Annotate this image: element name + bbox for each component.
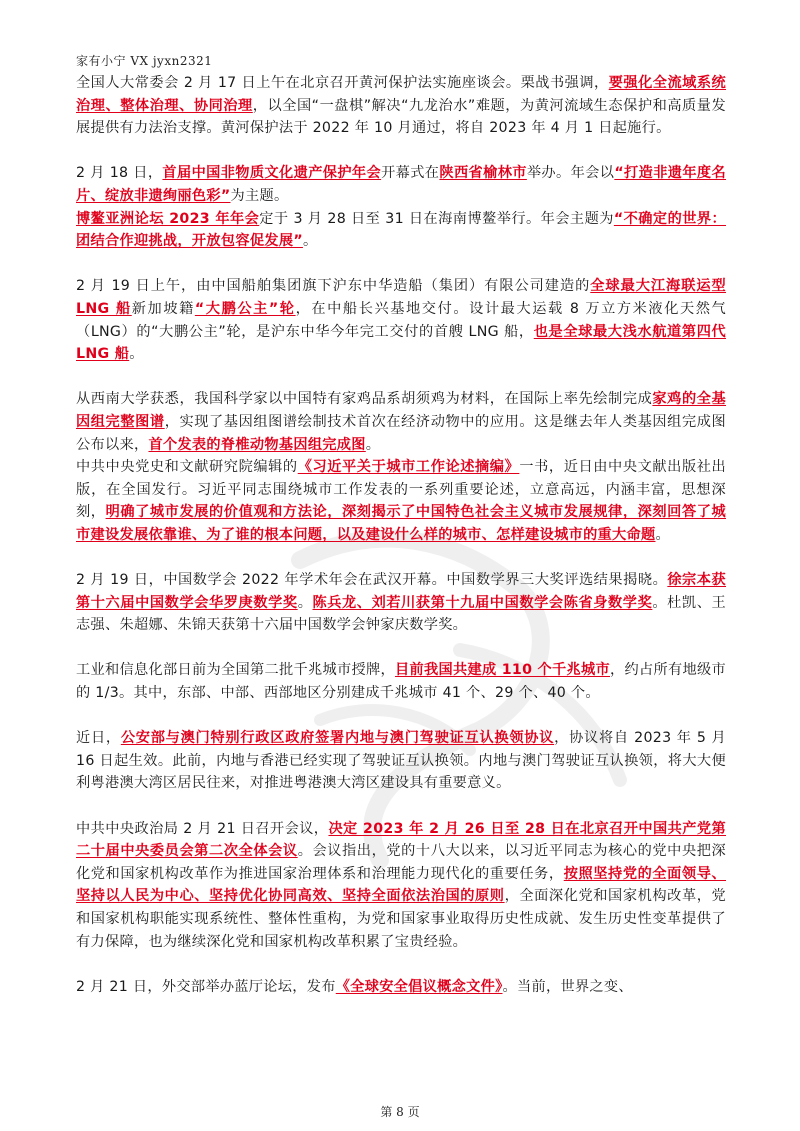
highlighted-text: 明确了城市发展的价值观和方法论，深刻揭示了中国特色社会主义城市发展规律，深刻回答了城市建设发展依靠谁、为了谁的根本问题，以及建设什么样的城市、怎样建设城市的重大命题 [76, 504, 726, 543]
highlighted-text: 也是全球最大浅水航道第四代 LNG 船 [76, 323, 726, 363]
body-text: 一书，近日由中央文献出版社出版，在全国发行。习近平同志围绕城市工作发表的一系列重要论述，立意高远，内涵丰富，思想深刻， [76, 459, 726, 521]
highlighted-text: 首个发表的脊椎动物基因组完成图 [148, 436, 366, 453]
highlighted-text: 要强化全流域系统治理、整体治理、协同治理 [76, 75, 727, 114]
body-text: ，协议将自 2023 年 5 月 16 日起生效。此前，内地与香港已经实现了驾驶证互认换领。内地与澳门驾驶证互认换领，将大大便利粤港澳大湾区居民往来，对推进粤港澳大湾区建设具有重要意义。 [76, 730, 726, 792]
body-text: 。 [365, 436, 381, 453]
news-paragraph [76, 275, 726, 365]
highlighted-text: 按照坚持党的全面领导、坚持以人民为中心、坚持优化协同高效、坚持全面依法治国的原则 [76, 865, 726, 905]
body-text: ，实现了基因组图谱绘制技术首次在经济动物中的应用。这是继去年人类基因组完成图公布以来， [76, 413, 726, 453]
article-body [76, 72, 726, 998]
news-paragraph [76, 162, 726, 207]
highlighted-text: 公安部与澳门特别行政区政府签署内地与澳门驾驶证互认换领协议 [120, 730, 555, 747]
body-text: 开幕式在 [381, 165, 440, 182]
body-text: ，以全国“一盘棋”解决“九龙治水”难题，为黄河流域生态保护和高质量发展提供有力法治支撑。黄河保护法于 2022 年 10 月通过，将自 2023 年 4 月 1 日起施行。 [76, 97, 726, 137]
page-number: 第 8 页 [380, 1105, 420, 1119]
highlighted-text: 徐宗本获第十六届中国数学会华罗庚数学奖 [76, 572, 727, 611]
body-text: ，约占所有地级市的 1/3。其中，东部、中部、西部地区分别建成千兆城市 41 个、29 个、40 个。 [76, 662, 726, 702]
body-text: 2 月 19 日，中国数学会 2022 年学术年会在武汉开幕。中国数学界三大奖评选结果揭晓。 [76, 572, 668, 589]
body-text: 工业和信息化部日前为全国第二批千兆城市授牌， [76, 662, 395, 679]
news-paragraph [76, 818, 726, 954]
body-text: 从西南大学获悉，我国科学家以中国特有家鸡品系胡须鸡为材料，在国际上率先绘制完成 [76, 391, 653, 408]
highlighted-text: 首届中国非物质文化遗产保护年会 [162, 165, 382, 182]
body-text: 新加坡籍 [131, 300, 195, 317]
news-paragraph [76, 208, 726, 253]
news-paragraph [76, 72, 726, 140]
news-paragraph [76, 976, 726, 999]
body-text: 中共中央政治局 2 月 21 日召开会议， [76, 820, 329, 837]
highlighted-text: 决定 2023 年 2 月 26 日至 28 日在北京召开中国共产党第二十届中央委员会第二次全体会议 [76, 820, 726, 860]
body-text: 定于 3 月 28 日至 31 日在海南博鳌举行。年会主题为 [259, 210, 614, 227]
body-text: 。 [655, 526, 671, 543]
highlighted-text: “大鹏公主”轮 [194, 300, 296, 317]
body-text: ，全面深化党和国家机构改革，党和国家机构职能实现系统性、整体性重构，为党和国家事业取得历史性成就、发生历史性变革提供了有力保障，也为继续深化党和国家机构改革积累了宝贵经验。 [76, 888, 726, 950]
body-text: 2 月 18 日， [76, 165, 163, 182]
news-paragraph [76, 456, 726, 546]
body-text: 举办。年会以 [526, 165, 615, 182]
body-text: 全国人大常委会 2 月 17 日上午在北京召开黄河保护法实施座谈会。栗战书强调， [76, 75, 609, 91]
highlighted-text: 《全球安全倡议概念文件》 [335, 978, 503, 995]
body-text: 为主题。 [230, 187, 289, 204]
news-paragraph [76, 569, 726, 637]
news-paragraph [76, 727, 726, 795]
body-text: 。 [302, 233, 318, 250]
highlighted-text: “打造非遗年度名片、绽放非遗绚丽色彩” [76, 165, 726, 204]
body-text: 2 月 19 日上午，由中国船舶集团旗下沪东中华造船（集团）有限公司建造的 [76, 278, 591, 295]
highlighted-text: 博鳌亚洲论坛 2023 年年会 [76, 210, 260, 227]
page-header: 家有小宁 VX jyxn2321 [76, 54, 213, 68]
body-text: 中共中央党史和文献研究院编辑的 [76, 459, 298, 476]
body-text: ，在中船长兴基地交付。设计最大运载 8 万立方米液化天然气（LNG）的“大鹏公主”轮，是沪东中华今年完工交付的首艘 LNG 船， [76, 300, 727, 340]
highlighted-text: 全球最大江海联运型 LNG 船 [76, 278, 727, 317]
highlighted-text: 家鸡的全基因组完整图谱 [76, 391, 726, 430]
highlighted-text: 《习近平关于城市工作论述摘编》 [297, 459, 520, 476]
highlighted-text: “不确定的世界：团结合作迎挑战，开放包容促发展” [76, 210, 726, 250]
news-paragraph [76, 388, 726, 456]
body-text: 。 [297, 594, 313, 611]
body-text: 2 月 21 日，外交部举办蓝厅论坛，发布 [76, 978, 336, 995]
body-text: 近日， [76, 730, 121, 747]
body-text: 。 [129, 346, 144, 363]
news-paragraph [76, 659, 726, 704]
body-text: 。会议指出，党的十八大以来，以习近平同志为核心的党中央把深化党和国家机构改革作为推进国家治理体系和治理能力现代化的重要任务， [76, 843, 726, 882]
highlighted-text: 陈兵龙、刘若川获第十九届中国数学会陈省身数学奖 [312, 594, 653, 611]
highlighted-text: 陕西省榆林市 [439, 165, 527, 182]
body-text: 。杜凯、王志强、朱超娜、朱锦天获第十六届中国数学会钟家庆数学奖。 [76, 594, 726, 634]
highlighted-text: 目前我国共建成 110 个千兆城市 [394, 662, 610, 679]
body-text: 。当前，世界之变、 [502, 978, 633, 995]
